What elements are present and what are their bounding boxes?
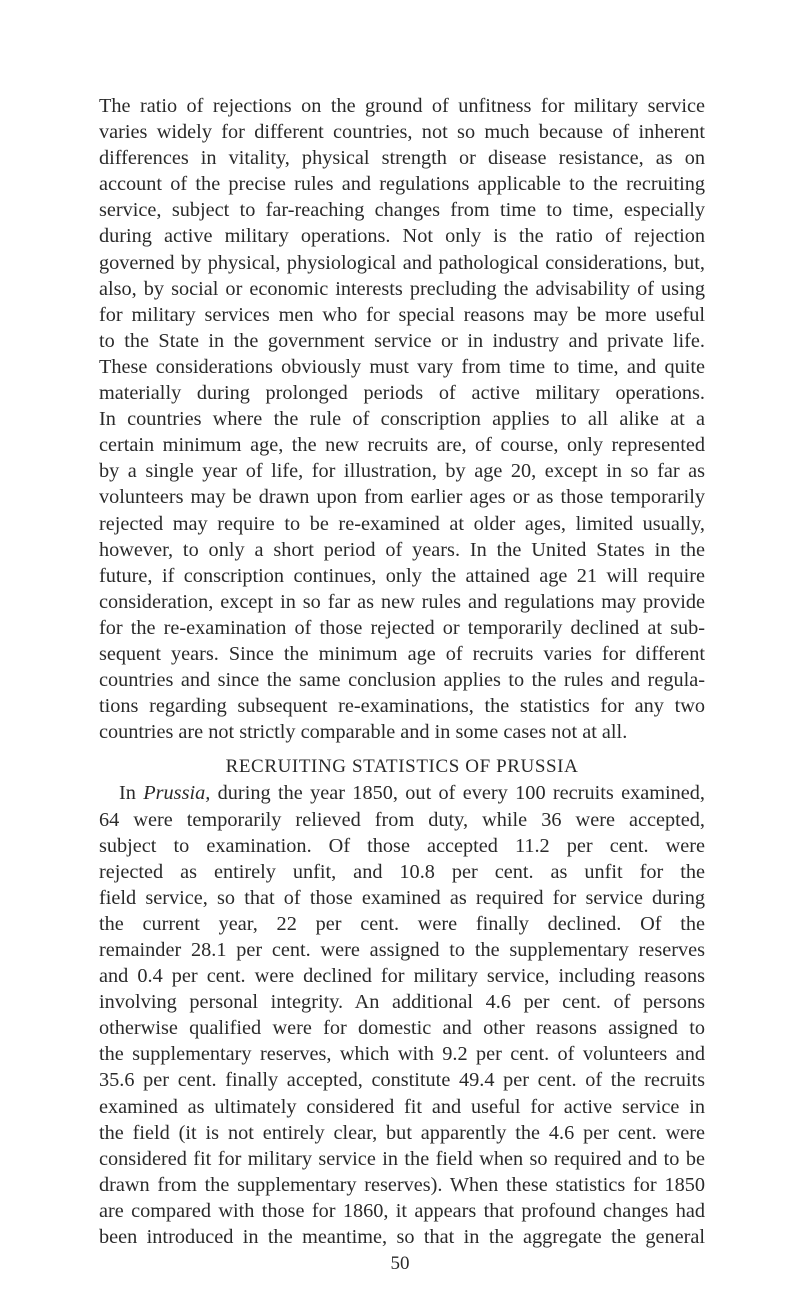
text-line: however, to only a short period of years. In the United States in the bbox=[99, 538, 705, 561]
text-line: drawn from the supplementary reserves). When these statistics for 1850 bbox=[99, 1173, 705, 1196]
text-line: In countries where the rule of conscription applies to all alike at a bbox=[99, 408, 705, 431]
text-line: the current year, 22 per cent. were finally declined. Of the bbox=[99, 912, 705, 935]
text-line: certain minimum age, the new recruits are, of course, only represented bbox=[99, 434, 705, 457]
text-line: the field (it is not entirely clear, but apparently the 4.6 per cent. were bbox=[99, 1121, 705, 1144]
text-line: remainder 28.1 per cent. were assigned to the supplementary reserves bbox=[99, 939, 705, 961]
text-line: future, if conscription continues, only the attained age 21 will require bbox=[99, 564, 705, 587]
text-line: subject to examination. Of those accepted 11.2 per cent. were bbox=[99, 834, 705, 857]
text-line: otherwise qualified were for domestic and other reasons assigned to bbox=[99, 1017, 705, 1040]
text-line: for military services men who for special reasons may be more useful bbox=[99, 303, 705, 326]
text-line: examined as ultimately considered fit and useful for active service in bbox=[99, 1095, 705, 1118]
text-line: consideration, except in so far as new rules and regulations may provide bbox=[99, 590, 705, 613]
text-line: the supplementary reserves, which with 9.2 per cent. of volunteers and bbox=[99, 1043, 705, 1066]
page-body bbox=[99, 93, 705, 1250]
text-line: volunteers may be drawn upon from earlier ages or as those temporarily bbox=[99, 486, 705, 509]
line-prefix: In bbox=[119, 782, 144, 805]
text-line: These considerations obviously must vary from time to time, and quite bbox=[99, 355, 705, 378]
text-line: to the State in the government service or in industry and private life. bbox=[99, 329, 705, 352]
text-line: 64 were temporarily relieved from duty, while 36 were accepted, bbox=[99, 808, 705, 831]
text-line: varies widely for different countries, not so much because of inherent bbox=[99, 121, 705, 144]
body-paragraph bbox=[99, 93, 705, 745]
paragraph-first-line bbox=[99, 780, 705, 806]
italic-country-name: Prussia, bbox=[143, 782, 211, 805]
text-line: rejected as entirely unfit, and 10.8 per cent. as unfit for the bbox=[99, 860, 705, 883]
text-line: countries and since the same conclusion applies to the rules and regula- bbox=[99, 669, 705, 692]
text-line: countries are not strictly comparable and in some cases not at all. bbox=[99, 721, 628, 744]
text-line: rejected may require to be re-examined at older ages, limited usually, bbox=[99, 512, 705, 535]
text-line: materially during prolonged periods of active military operations. bbox=[99, 382, 705, 405]
text-line: also, by social or economic interests precluding the advisability of using bbox=[99, 277, 705, 300]
text-line: for the re-examination of those rejected or temporarily declined at sub- bbox=[99, 616, 705, 639]
text-line: involving personal integrity. An additional 4.6 per cent. of persons bbox=[99, 991, 705, 1014]
line-rest: during the year 1850, out of every 100 recruits examined, bbox=[210, 782, 705, 805]
text-line: account of the precise rules and regulations applicable to the recruiting bbox=[99, 173, 705, 196]
text-line: sequent years. Since the minimum age of recruits varies for different bbox=[99, 642, 705, 665]
text-line: are compared with those for 1860, it appears that profound changes had bbox=[99, 1199, 705, 1222]
text-line: by a single year of life, for illustration, by age 20, except in so far as bbox=[99, 460, 705, 483]
page-number: 50 bbox=[390, 1253, 410, 1274]
text-line: governed by physical, physiological and pathological considerations, but, bbox=[99, 251, 705, 274]
text-line: during active military operations. Not only is the ratio of rejection bbox=[99, 225, 705, 248]
text-line: field service, so that of those examined as required for service during bbox=[99, 886, 705, 909]
text-line: and 0.4 per cent. were declined for military service, including reasons bbox=[99, 965, 705, 988]
text-line: The ratio of rejections on the ground of unfitness for military service bbox=[99, 95, 705, 117]
text-line: service, subject to far-reaching changes from time to time, especially bbox=[99, 199, 705, 222]
text-line: tions regarding subsequent re-examinations, the statistics for any two bbox=[99, 695, 705, 718]
section-heading: RECRUITING STATISTICS OF PRUSSIA bbox=[225, 756, 579, 778]
text-line: 35.6 per cent. finally accepted, constitute 49.4 per cent. of the recruits bbox=[99, 1069, 705, 1092]
text-line: been introduced in the meantime, so that in the aggregate the general bbox=[99, 1226, 705, 1249]
text-line: considered fit for military service in the field when so required and to be bbox=[99, 1147, 705, 1170]
body-paragraph bbox=[99, 780, 705, 1250]
text-line: differences in vitality, physical strength or disease resistance, as on bbox=[99, 147, 705, 170]
